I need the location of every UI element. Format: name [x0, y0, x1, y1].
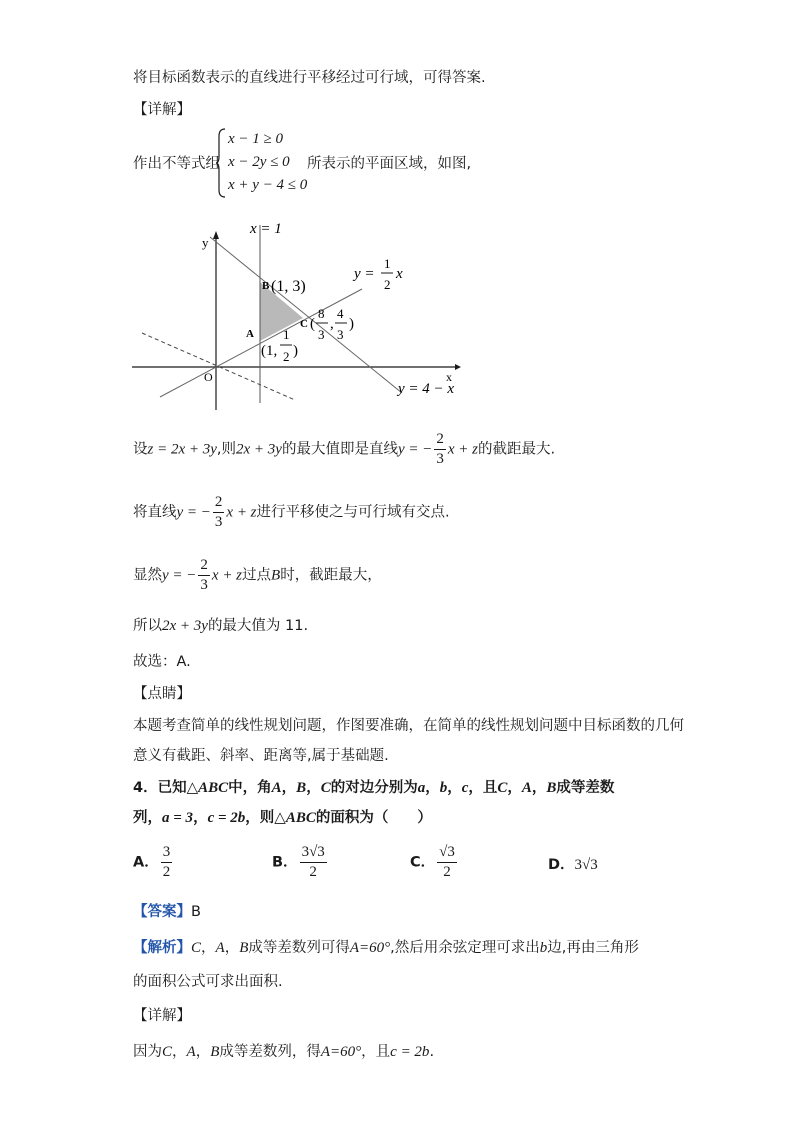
shift-line: 将直线y = − $\frac{2}{3}$ x + z进行平移使之与可行域有交点.	[133, 494, 450, 530]
comment-line-1: 本题考查简单的线性规划问题，作图要准确，在简单的线性规划问题中目标函数的几何	[133, 718, 684, 734]
detail-heading-2: 【详解】	[133, 1008, 191, 1024]
question-4-line-1: 4．已知△ABC中，角A，B，C的对边分别为a，b，c，且C，A，B成等差数	[133, 780, 615, 796]
x-axis-label: x	[446, 370, 452, 384]
point-c-num1: 8	[318, 306, 325, 321]
feasible-region-graph	[130, 215, 475, 410]
point-c-den1: 3	[318, 327, 325, 342]
system-prefix: 作出不等式组	[133, 156, 220, 172]
point-a-num: 1	[283, 327, 290, 342]
svg-text:): )	[349, 316, 354, 332]
system-row-1: x − 1 ≥ 0	[228, 131, 284, 147]
point-a-coord-suffix: )	[293, 343, 298, 359]
answer-value: B	[191, 904, 201, 920]
set-z-line: 设z = 2x + 3y,则2x + 3y的最大值即是直线y = − $\frac{2}{3}$ x + z的截距最大.	[133, 431, 556, 467]
option-a[interactable]: A． $\frac{3}{2}$	[133, 844, 171, 880]
point-c-num2: 4	[337, 306, 344, 321]
line-half-den: 2	[384, 277, 391, 292]
answer-line	[133, 900, 201, 921]
option-c[interactable]: C． $\frac{√3}{2}$	[410, 844, 455, 880]
comment-heading: 【点睛】	[133, 686, 191, 702]
line-half-label: y =	[354, 266, 375, 282]
line-x1-label: x = 1	[250, 221, 282, 237]
point-a-den: 2	[283, 349, 290, 364]
system-brace	[215, 128, 227, 198]
intro-line: 将目标函数表示的直线进行平移经过可行域，可得答案.	[133, 70, 486, 86]
system-row-2: x − 2y ≤ 0	[228, 154, 290, 170]
point-a-letter: A	[246, 328, 254, 340]
final-line: 因为C，A，B成等差数列，得A=60°，且c = 2b.	[133, 1044, 435, 1060]
analysis-line-1: 【解析】C，A，B成等差数列可得A=60°,然后用余弦定理可求出b边,再由三角形	[133, 940, 639, 956]
detail-heading: 【详解】	[133, 102, 191, 118]
point-b-letter: B	[262, 280, 270, 292]
origin-label: O	[204, 370, 213, 384]
comment-line-2: 意义有截距、斜率、距离等,属于基础题.	[133, 748, 389, 764]
choose-line: 故选：A.	[133, 654, 191, 670]
answer-tag: 【答案】	[133, 904, 191, 920]
svg-text:,: ,	[330, 316, 334, 332]
max-value-line: 所以2x + 3y的最大值为 11.	[133, 618, 309, 634]
option-d[interactable]: D．3√3	[548, 857, 598, 873]
through-b-line: 显然y = − $\frac{2}{3}$ x + z过点B时，截距最大，	[133, 557, 382, 593]
point-c-den2: 3	[337, 327, 344, 342]
question-4-line-2: 列，a = 3，c = 2b，则△ABC的面积为（ ）	[133, 810, 432, 826]
line-4mx-label: y = 4 − x	[398, 381, 455, 397]
system-suffix: 所表示的平面区域，如图,	[307, 156, 472, 172]
point-b-coord: (1, 3)	[271, 278, 306, 295]
point-c-letter: C	[300, 318, 308, 330]
line-y-4-minus-x	[210, 237, 402, 393]
y-axis-label: y	[202, 235, 209, 250]
analysis-line-2: 的面积公式可求出面积.	[133, 974, 283, 990]
point-a-coord-prefix: (1,	[261, 343, 278, 359]
system-row-3: x + y − 4 ≤ 0	[228, 177, 308, 193]
line-half-var: x	[396, 266, 403, 282]
option-b[interactable]: B． $\frac{3√3}{2}$	[272, 844, 325, 880]
system-rows	[228, 128, 307, 197]
line-half-num: 1	[384, 256, 391, 271]
svg-text:(: (	[310, 316, 315, 332]
